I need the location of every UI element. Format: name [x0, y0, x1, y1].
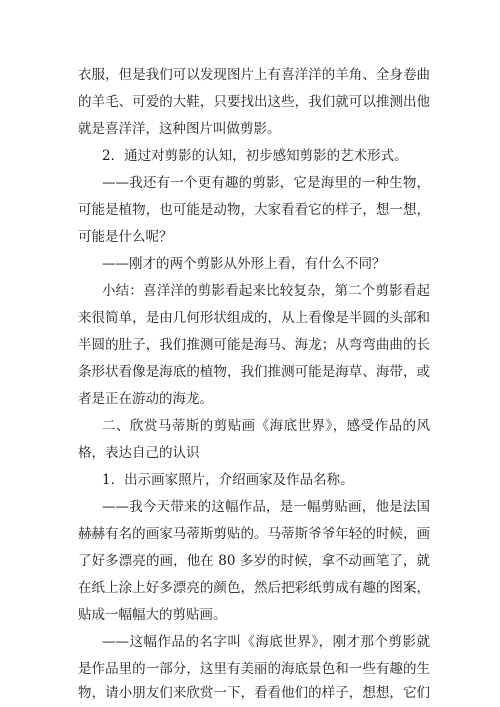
text-line: 在纸上涂上好多漂亮的颜色，然后把彩纸剪成有趣的图案， — [78, 580, 430, 596]
text-line: 格，表达自己的认识 — [78, 445, 200, 461]
text-line: 衣服，但是我们可以发现图片上有喜洋洋的羊角、全身卷曲 — [78, 67, 430, 83]
text-line: 可能是什么呢？ — [78, 229, 173, 245]
text-line: 半圆的肚子，我们推测可能是海马、海龙；从弯弯曲曲的长 — [78, 337, 430, 353]
text-line: 物，请小朋友们来欣赏一下，看看他们的样子，想想，它们 — [78, 685, 430, 701]
text-line: 来很简单，是由几何形状组成的，从上看像是半圆的头部和 — [78, 310, 430, 326]
text-line: 者是正在游动的海龙。 — [78, 391, 213, 407]
text-line: 的羊毛、可爱的大鞋，只要找出这些，我们就可以推测出他 — [78, 94, 430, 110]
text-line: 1．出示画家照片，介绍画家及作品名称。 — [102, 472, 354, 488]
text-line: 就是喜洋洋，这种图片叫做剪影。 — [78, 121, 281, 137]
text-line: ——我还有一个更有趣的剪影，它是海里的一种生物， — [102, 175, 430, 191]
text-line: 小结：喜洋洋的剪影看起来比较复杂，第二个剪影看起 — [102, 283, 430, 299]
text-line: ——这幅作品的名字叫《海底世界》，刚才那个剪影就 — [102, 634, 430, 650]
text-line: ——我今天带来的这幅作品，是一幅剪贴画，他是法国 — [102, 499, 430, 515]
text-line: ——刚才的两个剪影从外形上看，有什么不同？ — [102, 256, 386, 272]
text-line: 是作品里的一部分，这里有美丽的海底景色和一些有趣的生 — [78, 661, 430, 677]
text-line: 可能是植物，也可能是动物，大家看看它的样子，想一想， — [78, 202, 430, 218]
text-line: 条形状看像是海底的植物，我们推测可能是海草、海带，或 — [78, 364, 430, 380]
text-line: 赫赫有名的画家马蒂斯剪贴的。马蒂斯爷爷年轻的时候，画 — [78, 526, 430, 542]
text-line: 二、欣赏马蒂斯的剪贴画《海底世界》，感受作品的风 — [102, 418, 430, 434]
text-line: 贴成一幅幅大的剪贴画。 — [78, 607, 227, 623]
text-line: 2．通过对剪影的认知，初步感知剪影的艺术形式。 — [102, 148, 408, 164]
text-line: 了好多漂亮的画，他在 80 多岁的时候，拿不动画笔了，就 — [78, 553, 430, 569]
